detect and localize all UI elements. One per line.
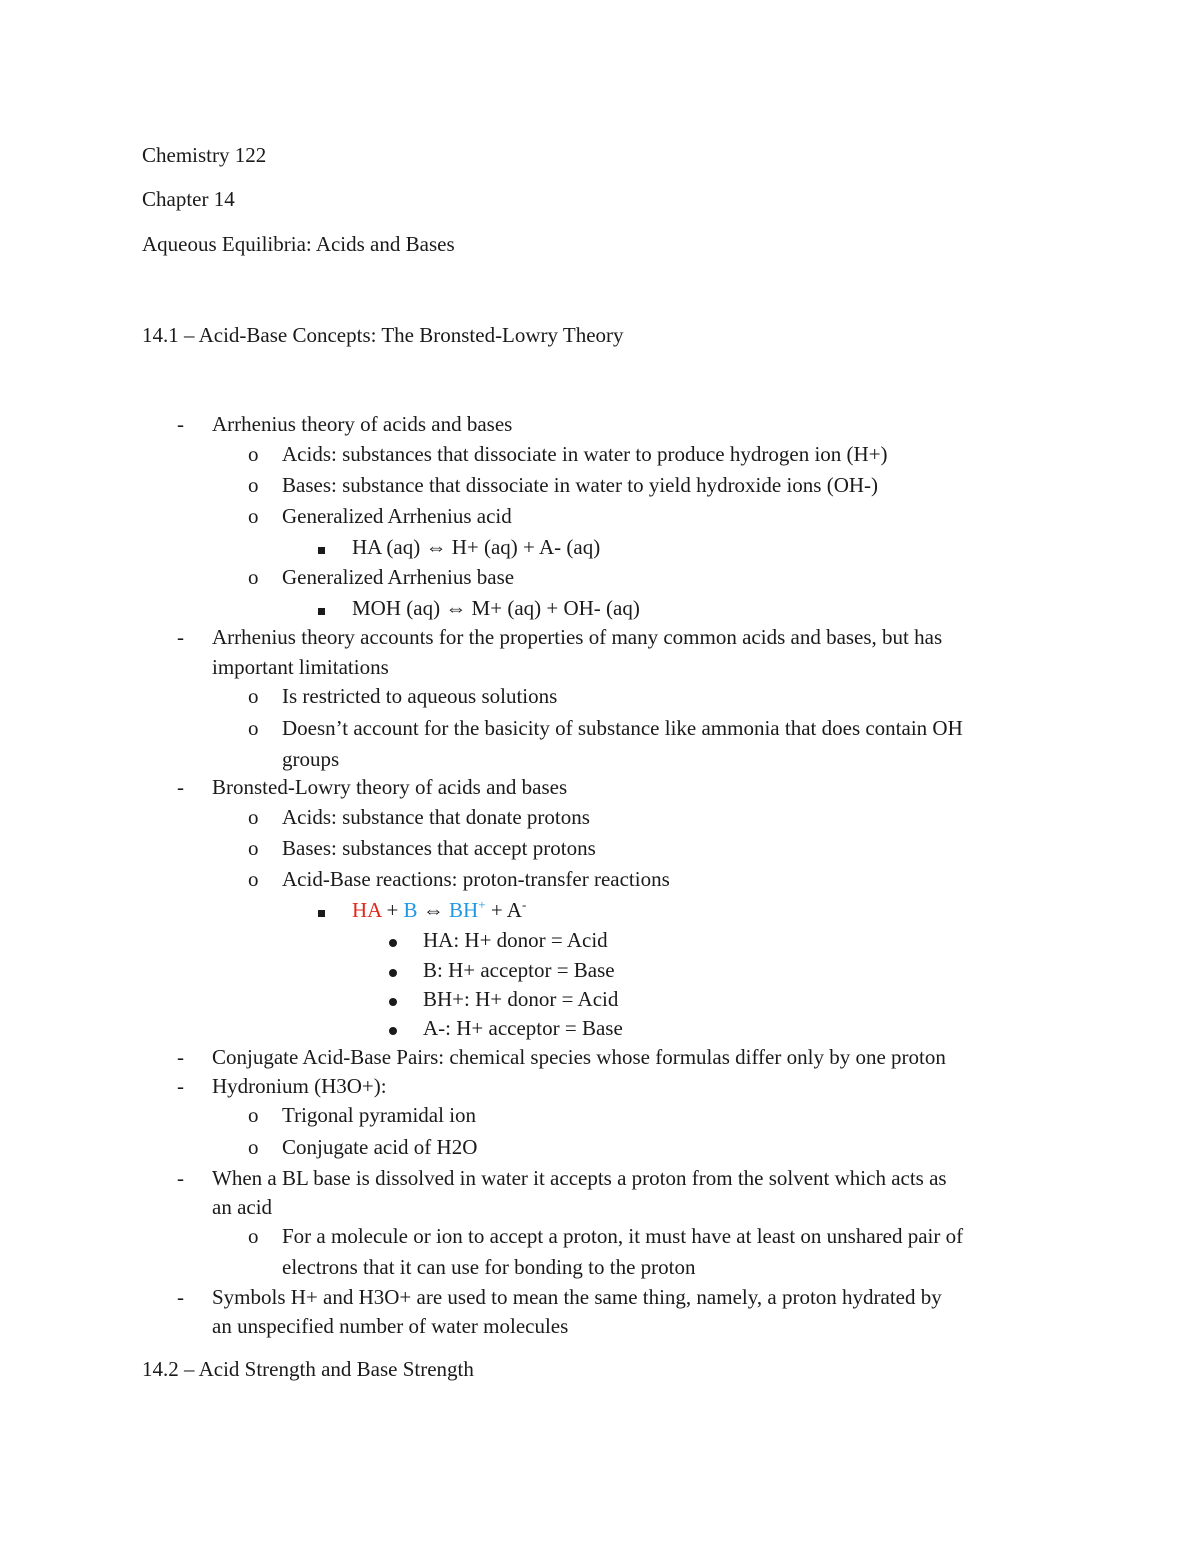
circle-bullet: o (248, 1135, 259, 1159)
reaction-plus: + (381, 898, 404, 922)
dot-bullet (389, 985, 397, 1013)
chapter-title: Chapter 14 (142, 187, 235, 211)
dash-bullet: - (177, 625, 184, 649)
dash-bullet: - (177, 1166, 184, 1190)
circle-bullet: o (248, 836, 259, 860)
list-item: Arrhenius theory accounts for the properties of many common acids and bases, but has (212, 625, 943, 649)
equation: MOH (aq) ⇔ M+ (aq) + OH- (aq) (352, 596, 640, 620)
reaction-arrow: ⇔ (417, 898, 450, 922)
circle-bullet: o (248, 473, 259, 497)
list-item: BH+: H+ donor = Acid (423, 987, 619, 1011)
circle-bullet: o (248, 1103, 259, 1127)
dot-bullet (389, 1014, 397, 1042)
dash-bullet: - (177, 412, 184, 436)
reaction-base: B (403, 898, 418, 922)
list-item: Arrhenius theory of acids and bases (212, 412, 513, 436)
square-bullet (318, 594, 325, 622)
equation: HA (aq) ⇔ H+ (aq) + A- (aq) (352, 535, 601, 559)
reaction-conjugate-acid-charge: + (478, 897, 486, 912)
square-bullet (318, 896, 325, 924)
circle-bullet: o (248, 805, 259, 829)
list-item: Generalized Arrhenius base (282, 565, 515, 589)
dash-bullet: - (177, 1285, 184, 1309)
list-item: Hydronium (H3O+): (212, 1074, 387, 1098)
circle-bullet: o (248, 684, 259, 708)
document-title: Aqueous Equilibria: Acids and Bases (142, 232, 455, 256)
section-heading-14-2: 14.2 – Acid Strength and Base Strength (142, 1357, 474, 1381)
section-heading-14-1: 14.1 – Acid-Base Concepts: The Bronsted-Lowry Theory (142, 323, 624, 347)
circle-bullet: o (248, 1224, 259, 1248)
circle-bullet: o (248, 504, 259, 528)
list-item: For a molecule or ion to accept a proton, it must have at least on unshared pair of (282, 1224, 964, 1248)
list-item: Trigonal pyramidal ion (282, 1103, 477, 1127)
circle-bullet: o (248, 716, 259, 740)
list-item: Bronsted-Lowry theory of acids and bases (212, 775, 568, 799)
square-bullet (318, 533, 325, 561)
circle-bullet: o (248, 442, 259, 466)
reaction-acid: HA (352, 898, 382, 922)
list-item: HA: H+ donor = Acid (423, 928, 608, 952)
list-item: Doesn’t account for the basicity of substance like ammonia that does contain OH (282, 716, 963, 740)
dash-bullet: - (177, 775, 184, 799)
circle-bullet: o (248, 565, 259, 589)
reaction-conjugate-base-charge: - (521, 897, 527, 912)
list-item: Conjugate Acid-Base Pairs: chemical species whose formulas differ only by one proton (212, 1045, 946, 1069)
list-item: Bases: substances that accept protons (282, 836, 596, 860)
reaction-equation (352, 896, 526, 924)
circle-bullet: o (248, 867, 259, 891)
list-item: Acids: substance that donate protons (282, 805, 590, 829)
list-item: When a BL base is dissolved in water it accepts a proton from the solvent which acts as (212, 1166, 947, 1190)
list-item: Is restricted to aqueous solutions (282, 684, 558, 708)
reaction-conjugate-base: + A (485, 898, 522, 922)
list-item: Acid-Base reactions: proton-transfer reactions (282, 867, 670, 891)
reaction-conjugate-acid: BH (449, 898, 479, 922)
list-item-continued: groups (282, 747, 340, 771)
list-item-continued: important limitations (212, 655, 389, 679)
list-item: A-: H+ acceptor = Base (423, 1016, 623, 1040)
list-item: Bases: substance that dissociate in water to yield hydroxide ions (OH-) (282, 473, 879, 497)
list-item-continued: electrons that it can use for bonding to the proton (282, 1255, 696, 1279)
list-item: B: H+ acceptor = Base (423, 958, 615, 982)
list-item-continued: an acid (212, 1195, 273, 1219)
course-title: Chemistry 122 (142, 143, 267, 167)
dash-bullet: - (177, 1074, 184, 1098)
dot-bullet (389, 926, 397, 954)
list-item: Generalized Arrhenius acid (282, 504, 512, 528)
list-item: Conjugate acid of H2O (282, 1135, 478, 1159)
dash-bullet: - (177, 1045, 184, 1069)
dot-bullet (389, 956, 397, 984)
list-item: Acids: substances that dissociate in water to produce hydrogen ion (H+) (282, 442, 888, 466)
list-item-continued: an unspecified number of water molecules (212, 1314, 569, 1338)
list-item: Symbols H+ and H3O+ are used to mean the same thing, namely, a proton hydrated by (212, 1285, 942, 1309)
